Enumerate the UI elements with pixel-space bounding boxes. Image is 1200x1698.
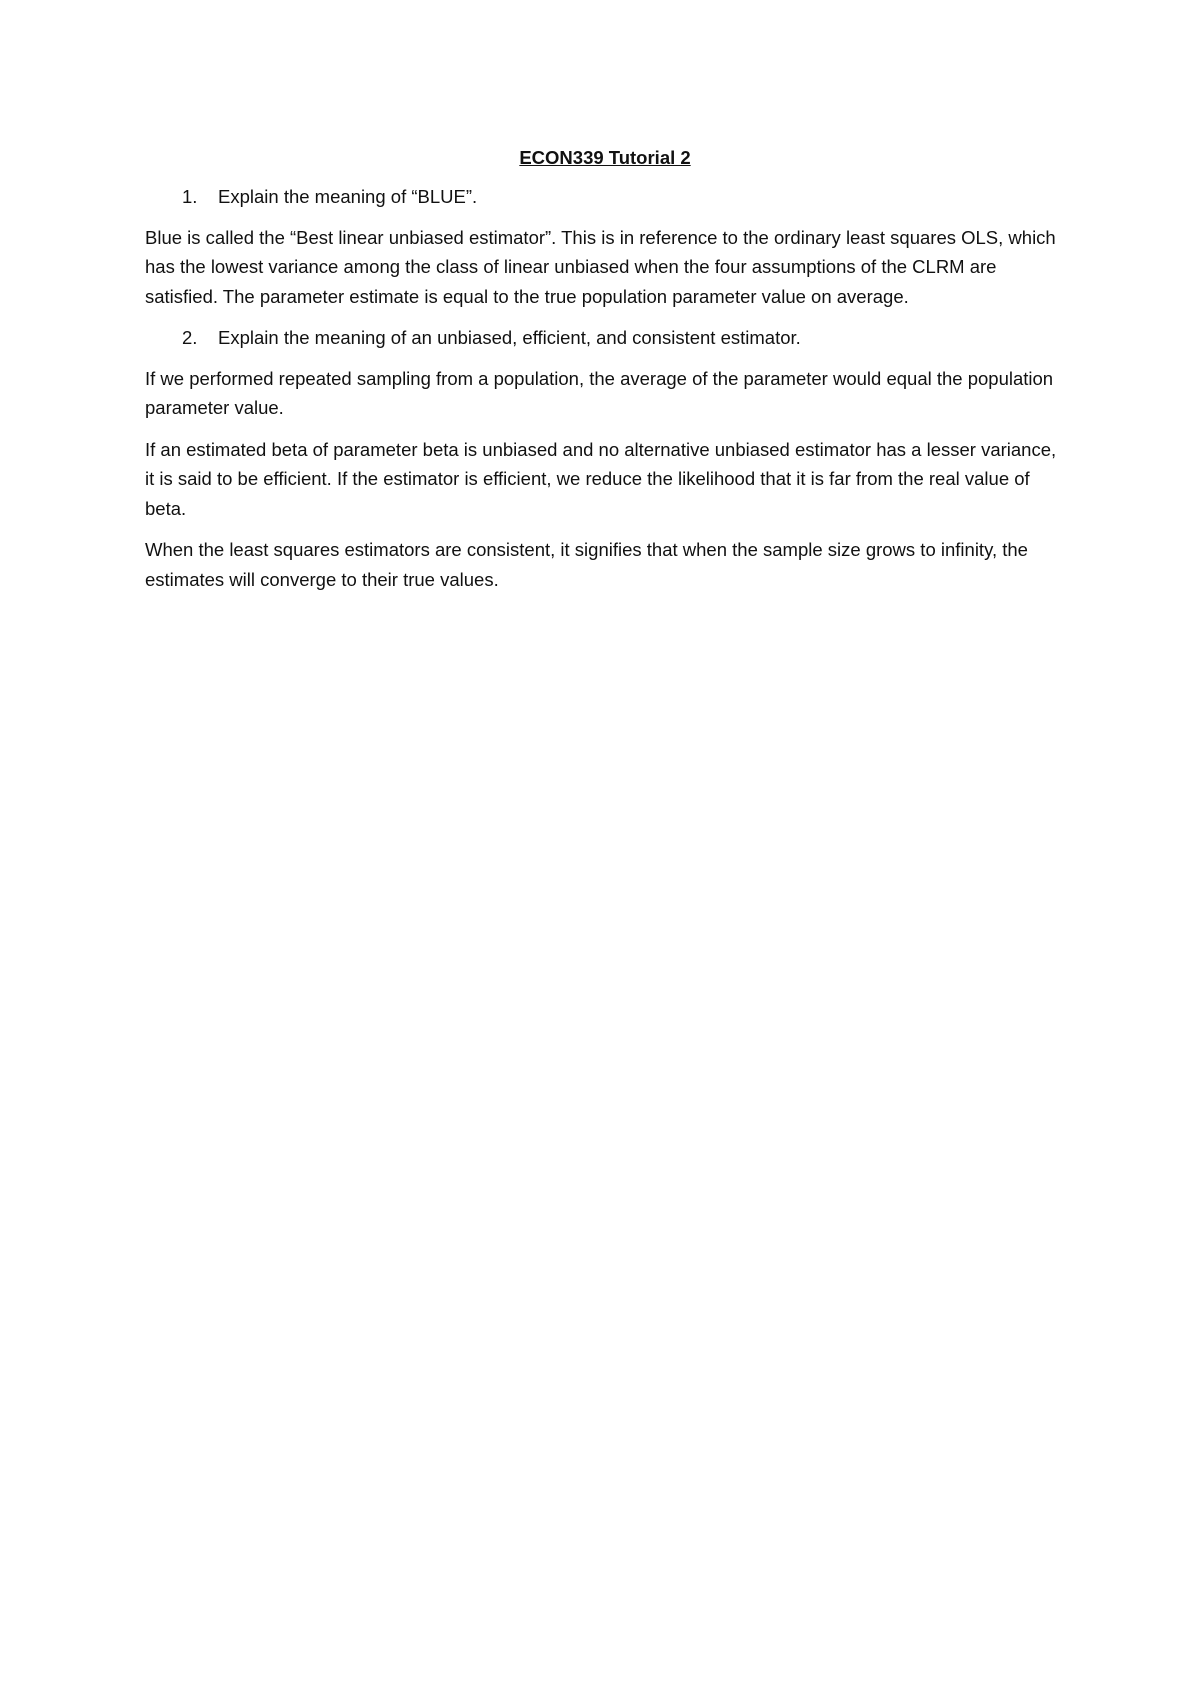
answer-paragraph: If we performed repeated sampling from a population, the average of the parameter would equal the population parameter value. (145, 367, 1054, 418)
answer-paragraph: If an estimated beta of parameter beta is unbiased and no alternative unbiased estimator has a lesser variance, it is said to be efficient. If the estimator is efficient, we reduce the likelihood that it is far from the real value of beta. (145, 438, 1057, 519)
question-text: Explain the meaning of an unbiased, efficient, and consistent estimator. (218, 327, 801, 348)
answer-paragraph: Blue is called the “Best linear unbiased estimator”. This is in reference to the ordinary least squares OLS, which has the lowest variance among the class of linear unbiased when the four assumptions of the CLRM are satisfied. The parameter estimate is equal to the true population parameter value on average. (145, 226, 1056, 307)
question-2 (145, 323, 1065, 353)
document-title: ECON339 Tutorial 2 (519, 147, 691, 168)
question-1 (145, 182, 1065, 212)
question-text: Explain the meaning of “BLUE”. (218, 186, 478, 207)
question-number: 2. (182, 327, 198, 348)
document-body (145, 144, 1065, 606)
question-number: 1. (182, 186, 198, 207)
answer-paragraph: When the least squares estimators are consistent, it signifies that when the sample size grows to infinity, the estimates will converge to their true values. (145, 539, 1028, 590)
